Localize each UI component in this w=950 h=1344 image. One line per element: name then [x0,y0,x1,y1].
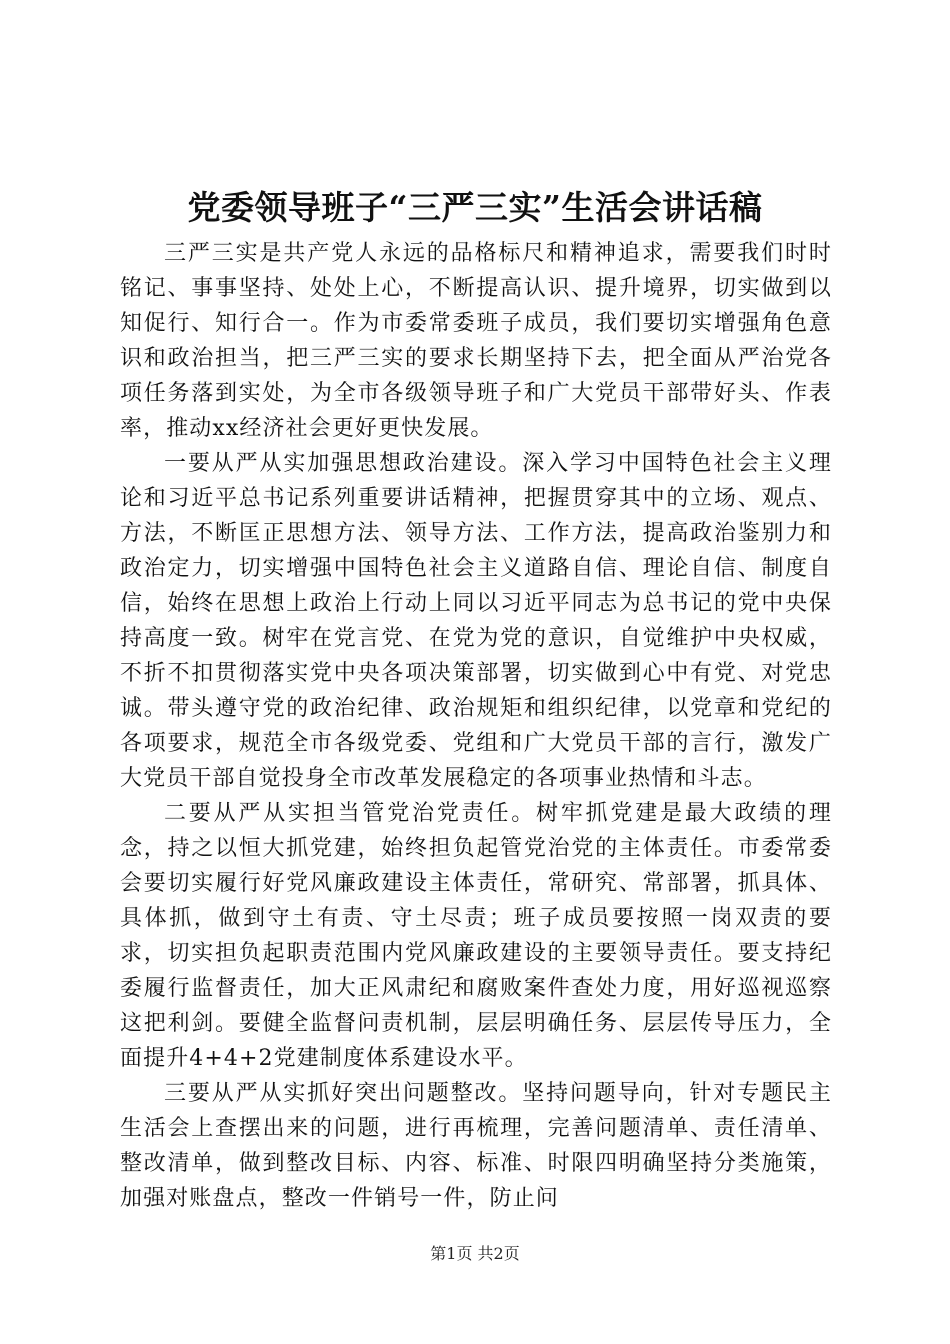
document-body [120,236,832,1216]
document-title: 党委领导班子“三严三实”生活会讲话稿 [187,188,763,227]
paragraph-point-two: 二要从严从实担当管党治党责任。树牢抓党建是最大政绩的理念，持之以恒大抓党建，始终担负起管党治党的主体责任。市委常委会要切实履行好党风廉政建设主体责任，常研究、常部署，抓具体、具体抓，做到守土有责、守土尽责；班子成员要按照一岗双责的要求，切实担负起职责范围内党风廉政建设的主要领导责任。要支持纪委履行监督责任，加大正风肃纪和腐败案件查处力度，用好巡视巡察这把利剑。要健全监督问责机制，层层明确任务、层层传导压力，全面提升4+4+2党建制度体系建设水平。 [120,801,832,1071]
paragraph-point-one: 一要从严从实加强思想政治建设。深入学习中国特色社会主义理论和习近平总书记系列重要讲话精神，把握贯穿其中的立场、观点、方法，不断匡正思想方法、领导方法、工作方法，提高政治鉴别力和政治定力，切实增强中国特色社会主义道路自信、理论自信、制度自信，始终在思想上政治上行动上同以习近平同志为总书记的党中央保持高度一致。树牢在党言党、在党为党的意识，自觉维护中央权威，不折不扣贯彻落实党中央各项决策部署，切实做到心中有党、对党忠诚。带头遵守党的政治纪律、政治规矩和组织纪律，以党章和党纪的各项要求，规范全市各级党委、党组和广大党员干部的言行，激发广大党员干部自觉投身全市改革发展稳定的各项事业热情和斗志。 [120,451,832,791]
page-footer: 第1页 共2页 [430,1244,520,1263]
paragraph-intro: 三严三实是共产党人永远的品格标尺和精神追求，需要我们时时铭记、事事坚持、处处上心，不断提高认识、提升境界，切实做到以知促行、知行合一。作为市委常委班子成员，我们要切实增强角色意识和政治担当，把三严三实的要求长期坚持下去，把全面从严治党各项任务落到实处，为全市各级领导班子和广大党员干部带好头、作表率，推动xx经济社会更好更快发展。 [120,241,832,441]
paragraph-point-three: 三要从严从实抓好突出问题整改。坚持问题导向，针对专题民主生活会上查摆出来的问题，进行再梳理，完善问题清单、责任清单、整改清单，做到整改目标、内容、标准、时限四明确坚持分类施策，加强对账盘点，整改一件销号一件，防止问 [120,1081,832,1211]
